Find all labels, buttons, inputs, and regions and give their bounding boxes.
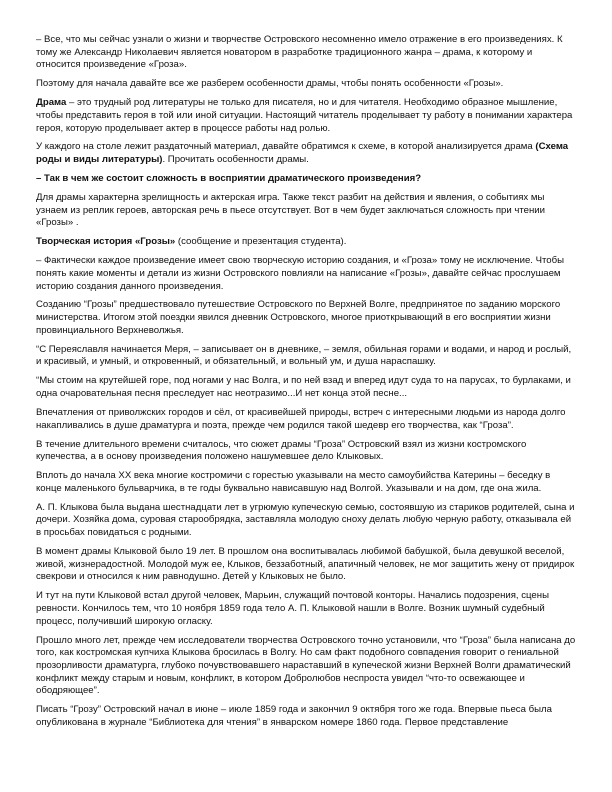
paragraph [36,173,576,186]
paragraph [36,502,576,540]
text-run: “Мы стоим на крутейшей горе, под ногами у нас Волга, и по ней взад и вперед идут суда то на парусах, то бурлаками, и одна очаровательная песня преследует нас неотразимо...И нет конца этой песне... [36,375,571,400]
text-run: Вплоть до начала XX века многие костромичи с горестью указывали на место самоубийства Катерины – беседку в конце маленького бульварчика, в те годы буквально нависавшую над Волгой. Указывали и на дом, где она жила. [36,470,551,494]
text-run: Поэтому для начала давайте все же разберем особенности драмы, чтобы понять особенности «Грозы». [36,78,504,90]
text-run: У каждого на столе лежит раздаточный материал, давайте обратимся к схеме, в которой анализируется драма [36,141,536,153]
bold-text: – Так в чем же состоит сложность в восприятии драматического произведения? [36,173,422,185]
paragraph [36,590,576,628]
text-run: . Прочитать особенности драмы. [162,154,309,166]
paragraph [36,255,576,293]
paragraph [36,34,576,72]
bold-text: Творческая история «Грозы» [36,236,176,248]
text-run: И тут на пути Клыковой встал другой человек, Марьин, служащий почтовой конторы. Начались подозрения, сцены ревности. Кончилось тем, что 10 ноября 1859 года тело А. П. Клыковой нашли в Волге. Возник шумный судебный процесс, получивший широкую огласку. [36,590,549,627]
paragraph [36,141,576,166]
paragraph [36,344,576,369]
paragraph [36,236,576,249]
text-run: – Все, что мы сейчас узнали о жизни и творчестве Островского несомненно имело отражение в его произведениях. К тому же Александр Николаевич является новатором в разработке традиционного жанра – драма, к которому и относится произведение «Гроза». [36,34,563,71]
bold-text: Драма [36,97,67,109]
paragraph [36,192,576,230]
text-run: – это трудный род литературы не только для писателя, но и для читателя. Необходимо образное мышление, чтобы представить героя в той или иной ситуации. Настоящий читатель проделывает ту работу в понимании характера героя, которую проделывает актер в процессе работы над ролью. [36,97,573,134]
text-run: Писать “Грозу” Островский начал в июне – июле 1859 года и закончил 9 октября того же года. Впервые пьеса была опубликована в журнале “Библиотека для чтения” в январском номере 1860 года. Первое представление [36,704,552,729]
text-run: Созданию “Грозы” предшествовало путешествие Островского по Верхней Волге, предпринятое по заданию морского министерства. Итогом этой поездки явился дневник Островского, многое приоткрывающий в его восприятии жизни провинциального Верхневолжья. [36,299,561,336]
bold-text: (Схема роды и виды литературы) [36,141,569,166]
text-run: (сообщение и презентация студента). [175,236,347,248]
paragraph [36,299,576,337]
text-run: В течение длительного времени считалось, что сюжет драмы “Гроза” Островский взял из жизни костромского купечества, а в основу произведения положено нашумевшее дело Клыковых. [36,438,527,463]
paragraph [36,78,576,91]
text-run: Прошло много лет, прежде чем исследователи творчества Островского точно установили, что “Гроза” была написана до того, как костромская купчиха Клыкова бросилась в Волгу. Но сам факт подобного совпадения говорит о гениальной прозорливости драматурга, глубоко почувствовавшего нараставший в купеческой жизни Верхней Волги драматический конфликт между старым и новым, конфликт, в котором Добролюбов неспроста увидел “что-то освежающее и ободряющее”. [36,634,576,697]
document-page [36,34,576,736]
paragraph [36,439,576,464]
text-run: А. П. Клыкова была выдана шестнадцати лет в угрюмую купеческую семью, состоявшую из стариков родителей, сына и дочери. Хозяйка дома, суровая старообрядка, заставляла молодую сноху делать любую черную работу, отказывала ей в просьбах повидаться с родными. [36,501,575,539]
paragraph [36,546,576,584]
text-run: Впечатления от приволжских городов и сёл, от красивейшей природы, встреч с интересными людьми из народа долго накапливались в душе драматурга и поэта, прежде чем родился такой шедевр его творчества, как “Гроза”. [36,406,566,431]
paragraph [36,97,576,135]
text-run: “С Переяславля начинается Меря, – записывает он в дневнике, – земля, обильная горами и водами, и народ и рослый, и красивый, и умный, и откровенный, и обязательный, и вольный ум, и душа нараспашку. [36,343,572,368]
paragraph [36,470,576,495]
text-run: – Фактически каждое произведение имеет свою творческую историю создания, и «Гроза» тому не исключение. Чтобы понять какие моменты и детали из жизни Островского повлияли на написание «Грозы», давайте сейчас прослушаем историю создания данного произведения. [36,255,565,292]
text-run: В момент драмы Клыковой было 19 лет. В прошлом она воспитывалась любимой бабушкой, была девушкой веселой, живой, жизнерадостной. Молодой муж ее, Клыков, беззаботный, апатичный человек, не мог защитить жену от придирок свекрови и относился к ним равнодушно. Детей у Клыковых не было. [36,546,575,583]
text-run: Для драмы характерна зрелищность и актерская игра. Также текст разбит на действия и явления, о событиях мы узнаем из реплик героев, авторская речь в пьесе отсутствует. Вот в чем будет заключаться сложность при чтении «Грозы» . [36,191,546,229]
paragraph [36,407,576,432]
paragraph [36,635,576,699]
paragraph [36,375,576,400]
paragraph [36,704,576,729]
